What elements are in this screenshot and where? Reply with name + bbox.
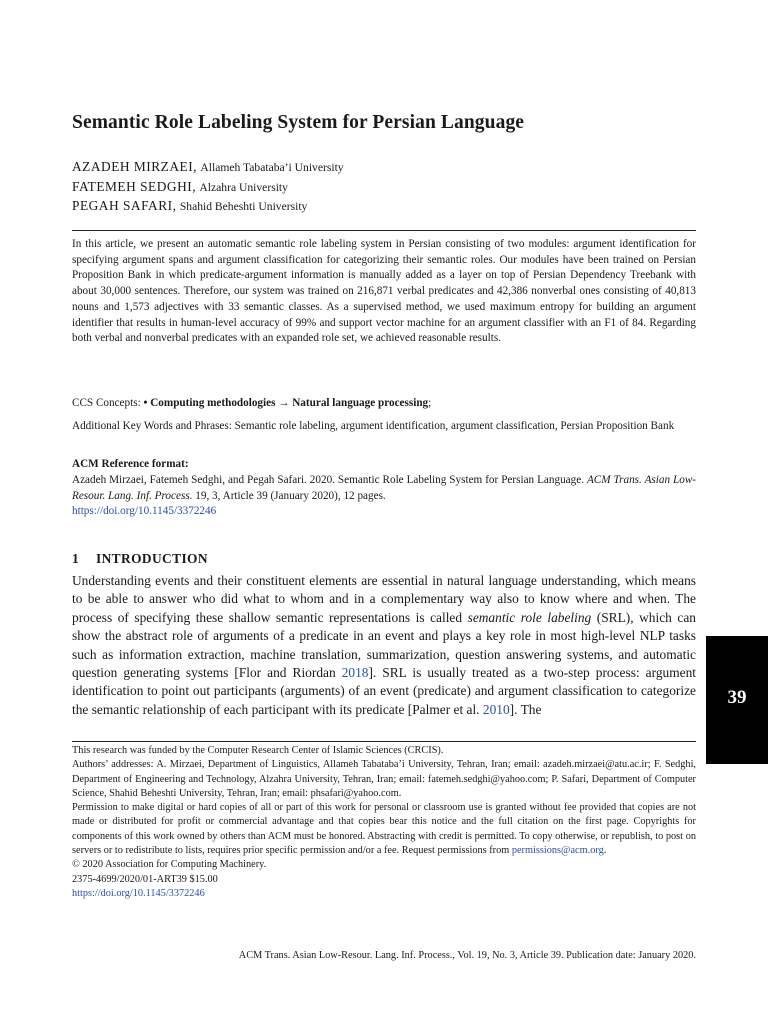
intro-text: Understanding events and their constituent elements are essential in natural language understanding, which means to be able to answer who did what to whom and in a complementary way also to know where and when. The process of specifying these shallow semantic representations is called bbox=[72, 573, 696, 625]
author-addresses: Authors’ addresses: A. Mirzaei, Department of Linguistics, Allameh Tabataba’i University, Tehran, Iran; email: azadeh.mirzaei@atu.ac.ir; F. Sedghi, Department of Engineering and Technology, Alzahra University, Tehran, Iran; email: fatemeh.sedghi@yahoo.com; P. Safari, Department of Computer Science, Shahid Beheshti University, Tehran, Iran; email: phsafari@yahoo.com. bbox=[72, 759, 696, 799]
introduction-paragraph bbox=[72, 572, 696, 719]
acm-reference-doi-link[interactable]: https://doi.org/10.1145/3372246 bbox=[72, 505, 217, 518]
permissions-email-link[interactable]: permissions@acm.org bbox=[511, 845, 604, 857]
author-line bbox=[72, 158, 696, 178]
acm-reference-details: 19, 3, Article 39 (January 2020), 12 pages. bbox=[192, 489, 386, 502]
copyright: © 2020 Association for Computing Machinery. bbox=[72, 859, 267, 871]
header-divider bbox=[72, 230, 696, 231]
permission-text: Permission to make digital or hard copies of all or part of this work for personal or classroom use is granted without fee provided that copies are not made or distributed for profit or commercial advantage and that copies bear this notice and the full citation on the first page. Copyrights for components of this work owned by others than ACM must be honored. Abstracting with credit is permitted. To copy otherwise, or republish, to post on servers or to redistribute to lists, requires prior specific permission and/or a fee. Request permissions from bbox=[72, 802, 696, 857]
section-heading bbox=[72, 551, 208, 567]
abstract: In this article, we present an automatic semantic role labeling system in Persian consisting of two modules: argument identification for specifying argument spans and argument classification for categorizing their semantic roles. Our modules have been trained on Persian Proposition Bank in which predicate-argument information is manually added as a layer on top of Persian Dependency Treebank with about 30,000 sentences. Therefore, our system was trained on 216,871 verbal predicates and 42,386 nonverbal ones consisting of 40,813 nouns and 1,573 adjectives with 33 semantic classes. As a supervised method, we used maximum entropy for building an argument identifier that results in human-level accuracy of 99% and support vector machine for an argument classifier with an F1 of 84. Regarding both verbal and nonverbal predicates with an expanded role set, we achieved reasonable results. bbox=[72, 238, 696, 345]
acm-reference-heading: ACM Reference format: bbox=[72, 458, 189, 470]
author-line bbox=[72, 178, 696, 198]
permission-end: . bbox=[603, 845, 607, 857]
footnote-divider bbox=[72, 741, 696, 742]
ccs-label: CCS Concepts: bbox=[72, 397, 144, 409]
ccs-concepts bbox=[72, 396, 696, 412]
section-number: 1 bbox=[72, 551, 80, 566]
author-affiliation: Shahid Beheshti University bbox=[179, 200, 308, 213]
author-line bbox=[72, 197, 696, 217]
citation-link[interactable]: 2018 bbox=[341, 665, 369, 681]
ccs-concept: • Computing methodologies → Natural language processing bbox=[143, 397, 429, 409]
paper-title: Semantic Role Labeling System for Persian Language bbox=[72, 112, 525, 133]
running-footer: ACM Trans. Asian Low-Resour. Lang. Inf. Process., Vol. 19, No. 3, Article 39. Publication date: January 2020. bbox=[238, 950, 696, 961]
permission-notice bbox=[72, 801, 696, 858]
issn: 2375-4699/2020/01-ART39 $15.00 bbox=[72, 873, 218, 885]
acm-reference bbox=[72, 473, 696, 520]
ccs-end: ; bbox=[428, 397, 432, 409]
footnote-doi-link[interactable]: https://doi.org/10.1145/3372246 bbox=[72, 887, 205, 899]
author-affiliation: Alzahra University bbox=[199, 180, 288, 194]
author-name: FATEMEH SEDGHI, bbox=[72, 178, 197, 194]
intro-text: ]. The bbox=[509, 701, 542, 717]
funding-note: This research was funded by the Computer Research Center of Islamic Sciences (CRCIS). bbox=[72, 745, 444, 756]
author-name: PEGAH SAFARI, bbox=[72, 198, 177, 213]
footnotes bbox=[72, 744, 696, 901]
keywords: Additional Key Words and Phrases: Semantic role labeling, argument identification, argument classification, Persian Proposition Bank bbox=[72, 420, 675, 432]
acm-reference-journal: ACM Trans. Asian Low-Resour. Lang. Inf. Process. bbox=[72, 474, 697, 502]
intro-term: semantic role labeling bbox=[467, 609, 592, 625]
citation-link[interactable]: 2010 bbox=[482, 701, 510, 717]
intro-text: ]. SRL is usually treated as a two-step process: argument identification to point out participants (arguments) of an event (predicate) and argument classification to categorize the semantic relationship of each participant with its predicate [Palmer et al. bbox=[72, 665, 696, 717]
article-number-tab bbox=[706, 636, 768, 764]
section-title: INTRODUCTION bbox=[96, 551, 208, 566]
author-name: AZADEH MIRZAEI, bbox=[72, 159, 198, 174]
author-list bbox=[72, 158, 696, 217]
article-number: 39 bbox=[727, 687, 747, 708]
acm-reference-authors: Azadeh Mirzaei, Fatemeh Sedghi, and Pegah Safari. 2020. Semantic Role Labeling System for Persian Language. bbox=[72, 474, 587, 486]
author-affiliation: Allameh Tabataba’i University bbox=[200, 161, 344, 174]
intro-text: (SRL), which can show the abstract role of arguments of a predicate in an event and plays a key role in most high-level NLP tasks such as information extraction, machine translation, summarization, question answering systems, and automatic question generating systems [Flor and Riordan bbox=[72, 609, 696, 681]
